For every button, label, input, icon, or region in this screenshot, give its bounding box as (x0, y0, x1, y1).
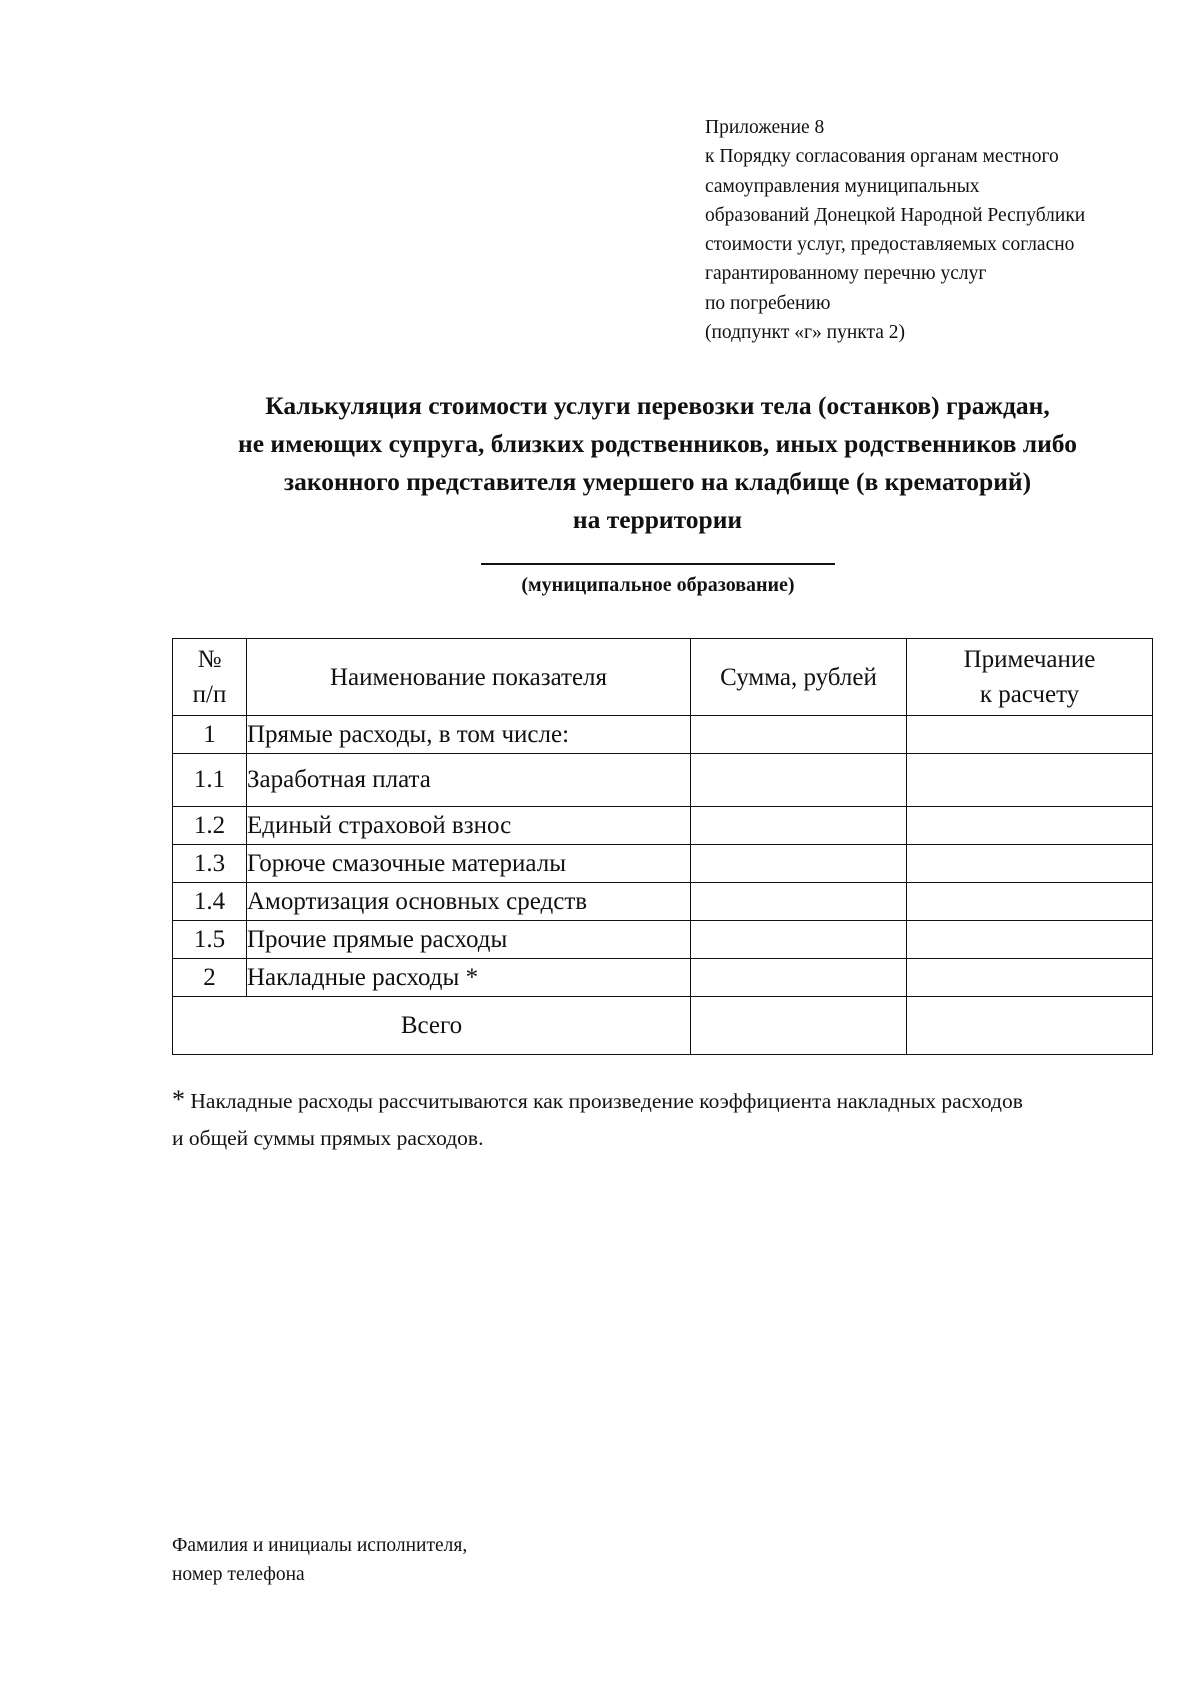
header-num (173, 639, 247, 716)
executor-name-line: Фамилия и инициалы исполнителя, (172, 1535, 468, 1556)
header-note-line2: к расчету (979, 681, 1080, 708)
row-sum-cell (691, 754, 907, 807)
calculation-table (172, 638, 1153, 1055)
row-sum-cell (691, 883, 907, 921)
footnote-text: Накладные расходы рассчитываются как произведение коэффициента накладных расходов (190, 1089, 1023, 1113)
total-note-cell (907, 997, 1153, 1055)
executor-phone-line: номер телефона (172, 1564, 305, 1585)
row-note-cell (907, 845, 1153, 883)
table-row (173, 845, 1153, 883)
row-sum-cell (691, 959, 907, 997)
title-line: Калькуляция стоимости услуги перевозки тела (останков) граждан, (265, 391, 1050, 420)
row-num: 1.5 (173, 921, 247, 959)
title-line: на территории (572, 505, 743, 534)
row-note-cell (907, 959, 1153, 997)
footnote-asterisk: * (172, 1085, 185, 1114)
row-note-cell (907, 716, 1153, 754)
title-line: не имеющих супруга, близких родственников, иных родственников либо (238, 429, 1077, 458)
document-title (120, 387, 1195, 539)
row-name: Прочие прямые расходы (247, 921, 691, 959)
appendix-block (705, 113, 1175, 347)
row-num: 1.1 (173, 754, 247, 807)
row-num: 1.4 (173, 883, 247, 921)
header-sum: Сумма, рублей (691, 639, 907, 716)
total-sum-cell (691, 997, 907, 1055)
row-sum-cell (691, 716, 907, 754)
appendix-line: гарантированному перечню услуг (705, 263, 987, 285)
row-note-cell (907, 883, 1153, 921)
row-sum-cell (691, 845, 907, 883)
table-row (173, 716, 1153, 754)
appendix-line: Приложение 8 (705, 117, 825, 138)
row-name: Заработная плата (247, 754, 691, 807)
row-name: Накладные расходы * (247, 959, 691, 997)
header-num-line1: № (197, 646, 222, 673)
row-name: Прямые расходы, в том числе: (247, 716, 691, 754)
header-num-line2: п/п (192, 681, 227, 708)
row-name: Горюче смазочные материалы (247, 845, 691, 883)
title-line: законного представителя умершего на кладбище (в крематорий) (283, 467, 1032, 496)
row-note-cell (907, 807, 1153, 845)
appendix-line: стоимости услуг, предоставляемых согласно (705, 234, 1075, 256)
row-num: 1.2 (173, 807, 247, 845)
header-note (907, 639, 1153, 716)
total-label: Всего (173, 997, 691, 1055)
header-name: Наименование показателя (247, 639, 691, 716)
appendix-line: по погребению (705, 292, 831, 314)
footnote (172, 1081, 1182, 1157)
row-note-cell (907, 921, 1153, 959)
appendix-line: (подпункт «г» пункта 2) (705, 322, 906, 344)
row-sum-cell (691, 807, 907, 845)
table-row (173, 754, 1153, 807)
table-row (173, 807, 1153, 845)
table-header-row (173, 639, 1153, 716)
row-num: 1 (173, 716, 247, 754)
footnote-line (172, 1081, 1182, 1120)
appendix-line: к Порядку согласования органам местного (705, 146, 1059, 168)
executor-block (172, 1531, 672, 1589)
footnote-line: и общей суммы прямых расходов. (172, 1126, 484, 1150)
row-sum-cell (691, 921, 907, 959)
header-note-line1: Примечание (963, 646, 1096, 673)
row-name: Единый страховой взнос (247, 807, 691, 845)
appendix-line: самоуправления муниципальных (705, 175, 980, 197)
row-name: Амортизация основных средств (247, 883, 691, 921)
table-total-row (173, 997, 1153, 1055)
municipality-fill-line (481, 563, 835, 565)
row-num: 2 (173, 959, 247, 997)
municipality-caption: (муниципальное образование) (521, 574, 795, 596)
row-num: 1.3 (173, 845, 247, 883)
table-row (173, 921, 1153, 959)
appendix-line: образований Донецкой Народной Республики (705, 204, 1086, 226)
table-row (173, 883, 1153, 921)
row-note-cell (907, 754, 1153, 807)
table-row (173, 959, 1153, 997)
